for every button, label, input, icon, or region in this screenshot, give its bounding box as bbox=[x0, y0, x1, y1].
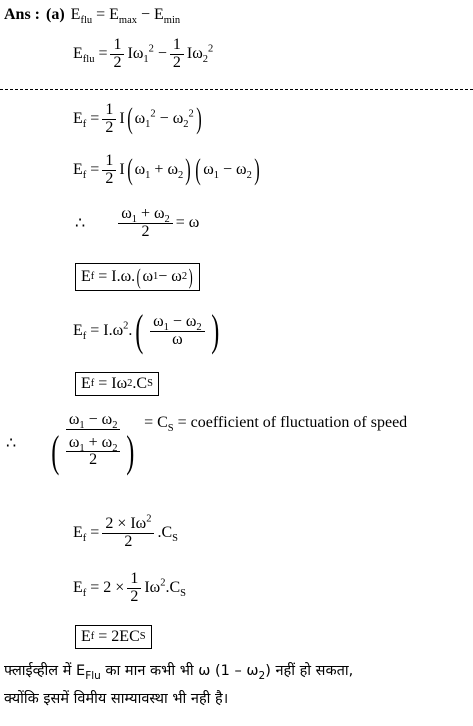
dashed-divider bbox=[0, 89, 473, 90]
hindi-conclusion-line-2: क्योंकि इसमें विमीय साम्यावस्था भी नही है। bbox=[4, 691, 229, 707]
eq-coefficient-definition: ∴ $\omega_1 - \omega_2$ ( $\frac{\omega_1 + \omega_2}{2}$ ) = $C_S$ = coefficient of fluctuation of speed bbox=[6, 411, 408, 476]
eq-eflu-kinetic: $E_{flu}$ = $\frac{1}{2}$ $I\omega_1^2$ − $\frac{1}{2}$ $I\omega_2^2$ bbox=[73, 36, 214, 71]
eq-ef-boxed-2: E f = Iω 2 .C S bbox=[75, 372, 159, 396]
eq-ef-diff-squares: $E_f$ = $\frac{1}{2}$ I ( $\omega_1^2 - \omega_2^2$ ) bbox=[73, 101, 202, 136]
eq-ef-factored: $E_f$ = $\frac{1}{2}$ I ( $\omega_1 + \omega_2$ ) ( $\omega_1 - \omega_2$ ) bbox=[73, 152, 260, 187]
hindi-conclusion-line-1: फ्लाईव्हील में $E_{Flu}$ का मान कभी भी ω $(1 - \omega_2)$ नहीं हो सकता, bbox=[4, 663, 354, 682]
eq-mean-speed: ∴ $\frac{\omega_1 + \omega_2}{2}$ = ω bbox=[75, 205, 200, 240]
therefore-symbol: ∴ bbox=[75, 215, 86, 233]
eq-eflu-def: $E_{flu} = E_{max} - E_{min}$ bbox=[70, 6, 181, 27]
eq-ef-omega-squared: $E_f = I.\omega^2$. ( $\frac{\omega_1 - \omega_2}{\omega}$ ) bbox=[73, 306, 220, 355]
eq-ef-boxed-1: E f = I.ω. ( ω 1 − ω 2 ) bbox=[75, 263, 200, 291]
eq-ef-half-iw2: $E_f = 2$ × $\frac{1}{2}$ $I\omega^2.C_S$ bbox=[73, 570, 186, 605]
eq-ef-two-iw2: $E_f$ = $\frac{2 \times I\omega^2}{2}$ $.C_S$ bbox=[73, 513, 178, 550]
eq-ans-line bbox=[4, 6, 181, 27]
coefficient-phrase: coefficient of fluctuation of speed bbox=[190, 413, 408, 431]
eq-ef-boxed-final: E f = 2EC S bbox=[75, 625, 152, 649]
therefore-symbol-2: ∴ bbox=[6, 434, 17, 452]
ans-label: Ans : bbox=[4, 6, 41, 23]
part-label: (a) bbox=[46, 6, 65, 23]
